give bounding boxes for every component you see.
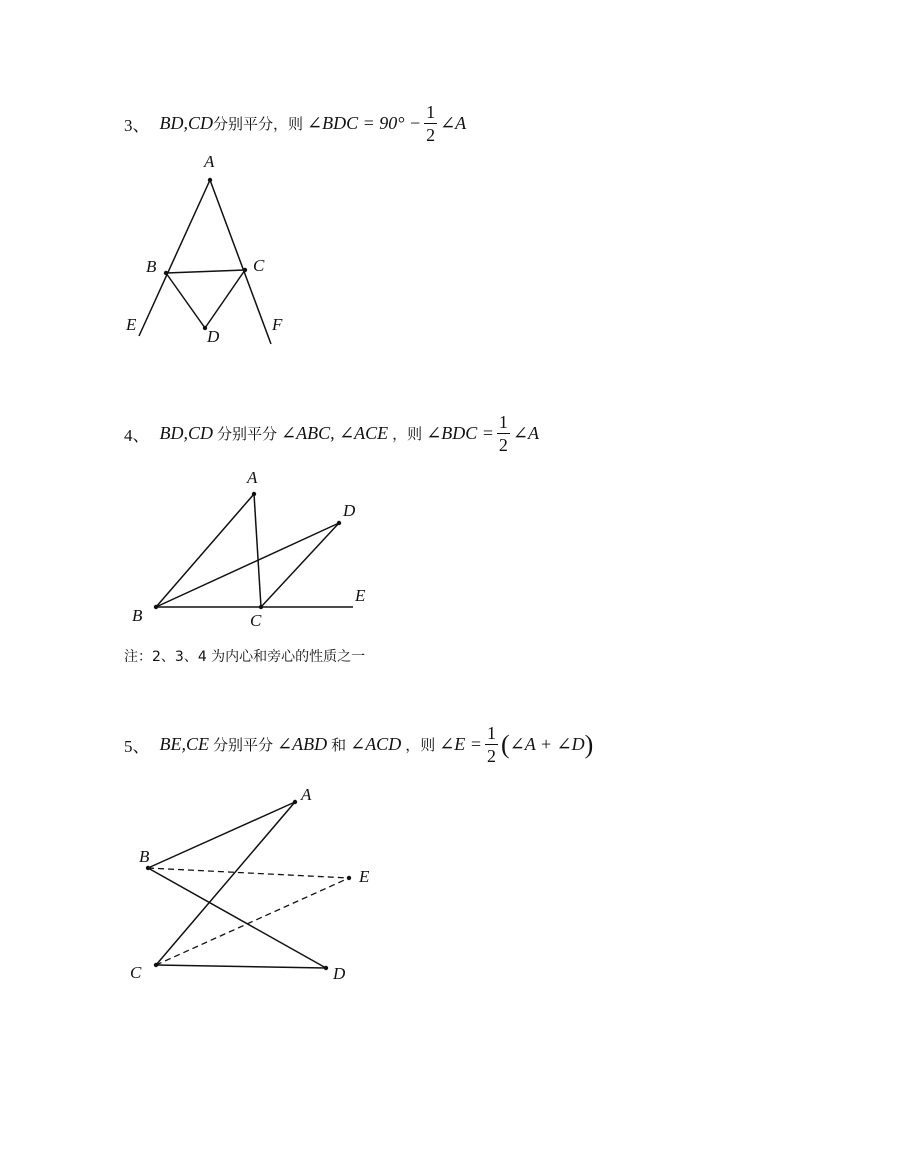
problem-5-angle1: ∠ABD xyxy=(277,734,328,754)
segment-BA xyxy=(148,802,295,868)
problem-5-frac-den: 2 xyxy=(486,746,496,766)
problem-5-and: 和 xyxy=(331,736,347,754)
problem-3-lhs: ∠BDC = 90° − xyxy=(307,113,422,133)
label-F: F xyxy=(272,315,283,334)
label-B: B xyxy=(132,606,143,625)
problem-5-lhs: ∠E = xyxy=(439,734,482,754)
label-C: C xyxy=(250,611,262,630)
segment-CD xyxy=(156,965,326,968)
dashed-CE xyxy=(156,878,349,965)
dashed-BE xyxy=(148,868,349,878)
problem-4-text2: ，则 xyxy=(392,425,423,443)
label-D: D xyxy=(207,327,220,346)
problem-3-frac-num: 1 xyxy=(426,102,436,122)
problem-5-text2: ，则 xyxy=(405,736,436,754)
problem-4-frac-den: 2 xyxy=(498,435,508,455)
segment-BD xyxy=(148,868,326,968)
problem-4-number: 4、 xyxy=(124,426,150,445)
problem-5-paren-open: ( xyxy=(500,729,510,759)
label-A: A xyxy=(301,785,312,804)
point-C xyxy=(154,963,158,967)
problem-5-text1: 分别平分 xyxy=(213,736,274,754)
problem-4-lhs: ∠BDC = xyxy=(426,423,494,443)
point-A xyxy=(293,800,297,804)
problem-3-number: 3、 xyxy=(124,116,150,135)
label-E: E xyxy=(355,586,366,605)
point-B xyxy=(146,866,150,870)
problem-4-text1: 分别平分 xyxy=(217,425,278,443)
problem-3-frac-den: 2 xyxy=(426,125,436,145)
label-D: D xyxy=(343,501,356,520)
problem-3-text: 分别平分，则 xyxy=(213,115,304,133)
problem-5-segments: BE,CE xyxy=(159,734,209,754)
problem-4-segments: BD,CD xyxy=(159,423,213,443)
label-E: E xyxy=(359,867,370,886)
label-B: B xyxy=(146,257,157,276)
problem-3-segments: BD,CD xyxy=(159,113,213,133)
label-B: B xyxy=(139,847,150,866)
problem-4-frac-num: 1 xyxy=(498,412,508,432)
problem-5-rhs: ∠A + ∠D xyxy=(509,734,585,754)
note: 注：2、3、4 为内心和旁心的性质之一 xyxy=(124,649,366,665)
point-E xyxy=(347,876,351,880)
label-A: A xyxy=(247,468,258,487)
problem-4-angles: ∠ABC, ∠ACE xyxy=(281,423,389,443)
label-A: A xyxy=(204,152,215,171)
label-D: D xyxy=(333,964,346,983)
label-C: C xyxy=(253,256,265,275)
problem-5-paren-close: ) xyxy=(584,729,594,759)
problem-5-frac-num: 1 xyxy=(486,723,496,743)
label-E: E xyxy=(126,315,137,334)
label-C: C xyxy=(130,963,142,982)
problem-5-number: 5、 xyxy=(124,737,150,756)
point-D xyxy=(324,966,328,970)
problem-5-angle2: ∠ACD xyxy=(350,734,402,754)
problem-3-rhs: ∠A xyxy=(440,113,467,133)
problem-4-rhs: ∠A xyxy=(512,423,539,443)
